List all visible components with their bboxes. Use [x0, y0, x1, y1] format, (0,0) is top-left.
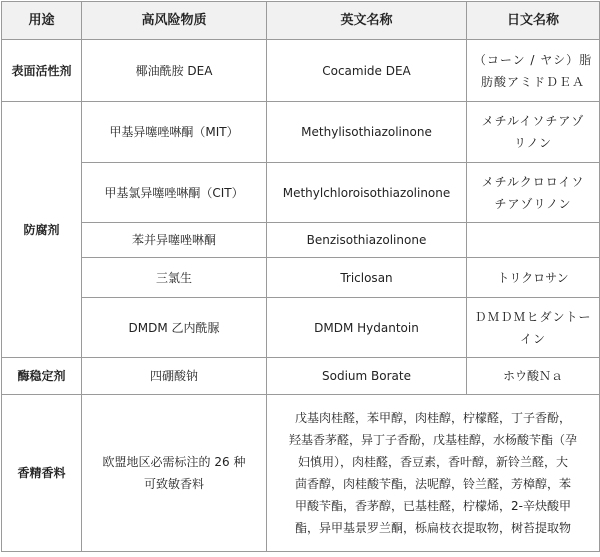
- substance-cell: DMDM 乙内酰脲: [82, 298, 267, 358]
- header-row: [2, 2, 600, 40]
- fragrance-line: 酯，异甲基景罗兰酮，栎扁枝衣提取物，树苔提取物: [294, 521, 571, 535]
- substance-cell: 椰油酰胺 DEA: [82, 40, 267, 102]
- fragrance-line: 茴香醇，肉桂酸苄酯，法呢醇，铃兰醛，芳樟醇，苯: [294, 477, 571, 491]
- english-name-cell: Cocamide DEA: [267, 40, 467, 102]
- japanese-name-cell: [467, 102, 600, 163]
- substance-line: 欧盟地区必需标注的 26 种: [102, 455, 246, 469]
- japanese-name-line: （コーン / ヤシ）脂: [473, 52, 593, 67]
- table-row: [2, 298, 600, 358]
- japanese-name-cell: [467, 163, 600, 223]
- substance-cell: 甲基异噻唑啉酮（MIT）: [82, 102, 267, 163]
- japanese-name-cell: [467, 298, 600, 358]
- japanese-name-line: チアゾリノン: [494, 196, 572, 211]
- english-name-cell: Benzisothiazolinone: [267, 223, 467, 258]
- header-english-name: 英文名称: [267, 2, 467, 40]
- fragrance-list-cell: [267, 395, 600, 552]
- use-cell: 表面活性剂: [2, 40, 82, 102]
- english-name-cell: Sodium Borate: [267, 358, 467, 395]
- japanese-name-cell: [467, 223, 600, 258]
- english-name-cell: Triclosan: [267, 258, 467, 298]
- header-substance: 高风险物质: [82, 2, 267, 40]
- substance-cell: 甲基氯异噻唑啉酮（CIT）: [82, 163, 267, 223]
- fragrance-line: 羟基香茅醛，异丁子香酚，戊基桂醇，水杨酸苄酯（孕: [288, 433, 577, 447]
- table-row: [2, 102, 600, 163]
- table-row: [2, 258, 600, 298]
- table-row: [2, 223, 600, 258]
- japanese-name-line: 肪酸アミドＤＥＡ: [480, 74, 585, 89]
- table-row: [2, 358, 600, 395]
- substance-cell: 苯并异噻唑啉酮: [82, 223, 267, 258]
- header-use: 用途: [2, 2, 82, 40]
- japanese-name-line: イン: [519, 331, 546, 346]
- substance-line: 可致敏香料: [143, 477, 204, 491]
- japanese-name-line: リノン: [513, 136, 553, 150]
- substance-cell: [82, 395, 267, 552]
- japanese-name-cell: ホウ酸Ｎａ: [467, 358, 600, 395]
- substance-table: [1, 1, 600, 552]
- japanese-name-cell: トリクロサン: [467, 258, 600, 298]
- table-row: [2, 395, 600, 552]
- table-row: [2, 163, 600, 223]
- substance-cell: 四硼酸钠: [82, 358, 267, 395]
- use-cell: 酶稳定剂: [2, 358, 82, 395]
- english-name-cell: Methylchloroisothiazolinone: [267, 163, 467, 223]
- table-row: [2, 40, 600, 102]
- fragrance-line: 妇慎用），肉桂醛，香豆素，香叶醇，新铃兰醛，大: [297, 455, 568, 469]
- english-name-cell: DMDM Hydantoin: [267, 298, 467, 358]
- use-cell: 防腐剂: [2, 102, 82, 358]
- use-cell: 香精香料: [2, 395, 82, 552]
- substance-cell: 三氯生: [82, 258, 267, 298]
- header-japanese-name: 日文名称: [467, 2, 600, 40]
- english-name-cell: Methylisothiazolinone: [267, 102, 467, 163]
- fragrance-line: 甲酸苄酯，香茅醇，已基桂醛，柠檬烯，2-辛炔酸甲: [295, 499, 571, 513]
- japanese-name-cell: [467, 40, 600, 102]
- japanese-name-line: メチルクロロイソ: [481, 174, 585, 189]
- fragrance-line: 戊基肉桂醛，苯甲醇，肉桂醇，柠檬醛，丁子香酚，: [294, 411, 571, 425]
- japanese-name-line: ＤＭＤＭヒダントー: [474, 309, 592, 324]
- japanese-name-line: メチルイソチアゾ: [481, 114, 585, 128]
